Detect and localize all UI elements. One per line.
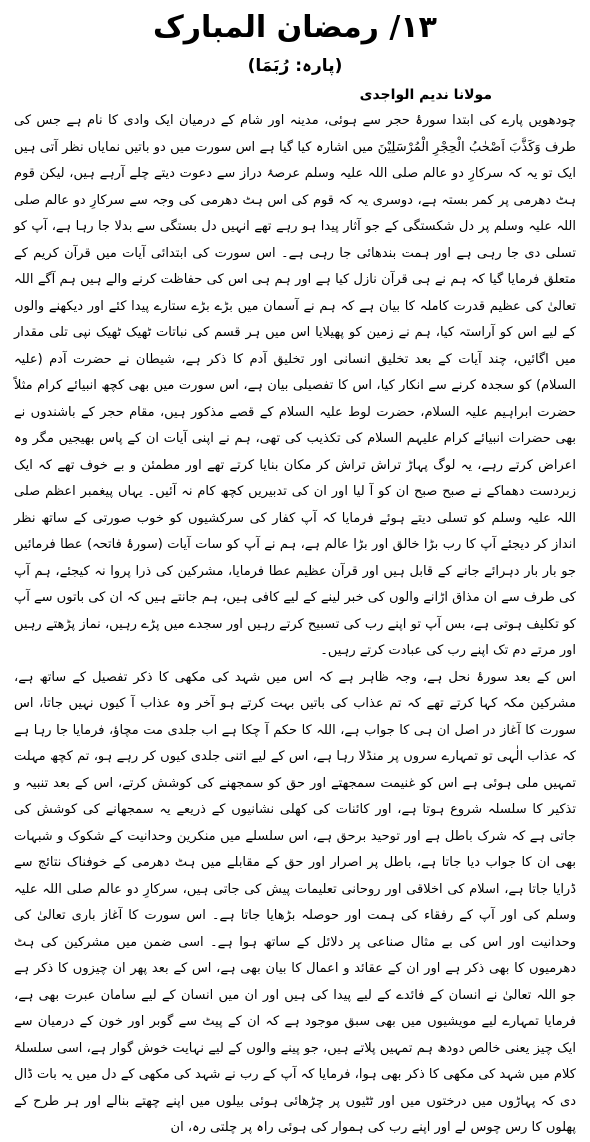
body-paragraph-2: اس کے بعد سورۂ نحل ہے، وجہ ظاہر ہے کہ اس میں شہد کی مکھی کا ذکر تفصیل کے ساتھ ہے، مشرکین مکہ کہا کرتے تھے کہ تم عذاب کی باتیں بہت کرتے ہو آخر وہ عذاب آ کیوں نہیں جاتا، اس سورت کا آغاز در اصل ان ہی کا جواب ہے، اللہ کا حکم آ چکا ہے اب جلدی مت مچاؤ، فرمایا جا رہا ہے کہ عذاب الٰہی تو تمہارے سروں پر منڈلا رہا ہے، اس کے لیے اتنی جلدی کیوں کر رہے ہو، تم کچھ مہلت تمہیں ملی ہوئی ہے اس کو غنیمت سمجھتے اور حق کو سمجھنے کی کوشش کرتے، اس کے بعد تنبیہ و تذکیر کا سلسلہ شروع ہوتا ہے، اور کائنات کی کھلی نشانیوں کے ذریعے یہ سمجھانے کی کوشش کی جاتی ہے کہ شرک باطل ہے اور توحید برحق ہے، اس سلسلے میں منکرین وحدانیت کے شکوک و شبہات بھی ان کا جواب دیا جاتا ہے، باطل پر اصرار اور حق کے مقابلے میں ہٹ دھرمی کے خوفناک نتائج سے ڈرایا جاتا ہے، اسلام کی اخلاقی اور روحانی تعلیمات پیش کی جاتی ہیں، سرکارِ دو عالم صلی اللہ علیہ وسلم کی اور آپ کے رفقاء کی ہمت اور حوصلہ بڑھایا جاتا ہے۔ اس سورت کا آغاز باری تعالیٰ کی وحدانیت اور اس کی بے مثال صناعی پر دلائل کے ساتھ ہوا ہے۔ اسی ضمن میں مشرکین کی ہٹ دھرمیوں کا بھی ذکر ہے اور ان کے عقائد و اعمال کا بیان بھی ہے، اس کے بعد پھر ان چیزوں کا ذکر ہے جو اللہ تعالیٰ نے انسان کے فائدے کے لیے پیدا کی ہیں اور ان میں انسان کے لیے سامان عبرت بھی ہے، فرمایا تمہارے لیے مویشیوں میں بھی سبق موجود ہے کہ ان کے پیٹ سے گوبر اور خون کے درمیان سے ایک چیز یعنی خالص دودھ ہم تمہیں پلاتے ہیں، جو پینے والوں کے لیے نہایت خوش گوار ہے، اسی سلسلۂ کلام میں شہد کی مکھی کا ذکر بھی ہوا، فرمایا کہ آپ کے رب نے شہد کی مکھی کے دل میں یہ بات ڈال دی کہ پہاڑوں میں درختوں میں اور ٹٹیوں پر چڑھائی ہوئی بیلوں میں اپنے چھتے بنالے اور ہر طرح کے پھلوں کا رس چوس لے اور اپنے رب کی ہموار کی ہوئی راہ پر چلتی رہ، ان: [14, 669, 576, 1135]
author-name: مولانا ندیم الواجدی: [359, 87, 492, 103]
page-subtitle: (پارہ: رُبَمَا): [247, 56, 343, 76]
page-title: ۱۳/ رمضان المبارک: [153, 10, 437, 45]
body-paragraph-1: چودھویں پارے کی ابتدا سورۂ حجر سے ہوئی، مدینہ اور شام کے درمیان ایک وادی کا نام ہے جس کی طرف وَکَذَّبَ اَصْحٰبُ الْحِجْرِ الْمُرْسَلِیْنَ میں اشارہ کیا گیا ہے اس سورت میں دو باتیں نمایاں نظر آتی ہیں ایک تو یہ کہ سرکارِ دو عالم صلی اللہ علیہ وسلم عرصۂ دراز سے دعوت دیتے چلے آرہے ہیں، لیکن قوم ہٹ دھرمی پر کمر بستہ ہے، دوسری یہ کہ قوم کی اس ہٹ دھرمی کی وجہ سے سرکارِ دو عالم صلی اللہ علیہ وسلم پر دل شکستگی کے جو آثار پیدا ہو رہے تھے انہیں دل بستگی سے بدلا جا رہا ہے، آپ کو تسلی دی جا رہی ہے اور ہمت بندھائی جا رہی ہے۔ اس سورت کی ابتدائی آیات میں قرآن کریم کے متعلق فرمایا گیا کہ ہم نے ہی قرآن نازل کیا ہے اور ہم ہی اس کی حفاظت کرنے والے ہیں ہم آگے اللہ تعالیٰ کی عظیم قدرت کاملہ کا بیان ہے کہ ہم نے آسمان میں بڑے بڑے ستارے پیدا کئے اور دیکھنے والوں کے لیے اس کو آراستہ کیا، ہم نے زمین کو پھیلایا اس میں ہر قسم کی نباتات ٹھیک ٹھیک نپی تلی مقدار میں اگائیں، چند آیات کے بعد تخلیق انسانی اور تخلیق آدم کا ذکر ہے، شیطان نے حضرت آدم (علیہ السلام) کو سجدہ کرنے سے انکار کیا، اس کا تفصیلی بیان ہے، اس سورت میں بھی کچھ انبیائے کرام مثلاً حضرت ابراہیم علیہ السلام، حضرت لوط علیہ السلام کے قصے مذکور ہیں، مقام حجر کے باشندوں نے بھی حضرات انبیائے کرام علیہم السلام کی تکذیب کی تھی، ہم نے اپنی آیات ان کے پاس بھیجیں مگر وہ اعراض کرتے رہے، یہ لوگ پہاڑ تراش تراش کر مکان بنایا کرتے تھے اور مطمئن و بے خوف تھے کہ ایک زبردست دھماکے نے صبح صبح ان کو آ لیا اور ان کی تدبیریں کچھ کام نہ آئیں۔ یہاں پیغمبر اعظم صلی اللہ علیہ وسلم کو تسلی دیتے ہوئے فرمایا کہ آپ کفار کی سرکشیوں کو خوب صورتی کے ساتھ نظر انداز کر دیجئے آپ کا رب بڑا خالق اور بڑا عالم ہے، ہم نے آپ کو سات آیات (سورۂ فاتحہ) عطا فرمائیں جو بار بار دہرائے جانے کے قابل ہیں اور قرآن عظیم عطا فرمایا، مشرکین کی ذرا پروا نہ کیجئے، ہم آپ کی طرف سے ان مذاق اڑانے والوں کی خبر لینے کے لیے کافی ہیں، ہم جانتے ہیں کہ ان کی باتوں سے آپ کو تکلیف ہوتی ہے، بس آپ تو اپنے رب کی تسبیح کرتے رہیں اور سجدے میں پڑے رہیں، نماز پڑھتے رہیں اور مرتے دم تک اپنے رب کی عبادت کرتے رہیں۔: [14, 113, 576, 658]
